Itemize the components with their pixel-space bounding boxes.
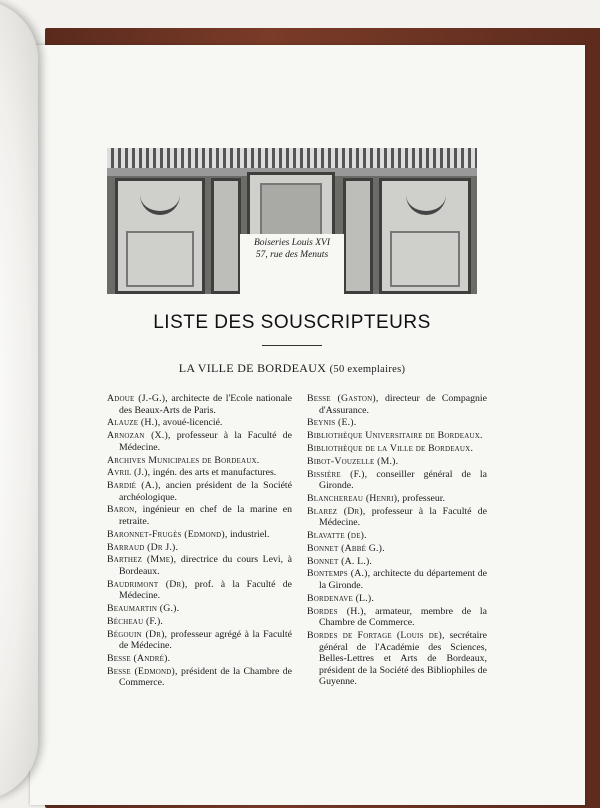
subscriber-description: prof. à la Faculté de Médecine.	[119, 578, 292, 602]
subscriber-name: Alauze (H.),	[107, 417, 161, 429]
subscriber-description: professeur à la Faculté de Médecine.	[319, 505, 487, 529]
subscriber-entry	[107, 616, 292, 628]
photo-caption	[240, 234, 344, 294]
subscriber-entry	[107, 529, 292, 541]
subscriber-name: Bordes de Fortage (Louis de),	[307, 629, 445, 641]
subscriber-name: Blavatte (de).	[307, 530, 367, 542]
subscriber-name: Bégouin (Dr),	[107, 628, 168, 640]
subscriber-description: architecte du département de la Gironde.	[319, 568, 487, 591]
subscriber-name: Baron,	[107, 504, 138, 516]
subscriber-entry	[307, 469, 487, 492]
subscriber-list-left	[107, 393, 292, 690]
subscriber-name: Bordes (H.),	[307, 605, 367, 617]
section-subtitle	[107, 361, 477, 376]
subscriber-entry	[307, 543, 487, 555]
subscriber-name: Bibliothèque de la Ville de Bordeaux.	[307, 442, 474, 454]
subscriber-entry	[307, 606, 487, 629]
photo-cornice	[107, 148, 477, 168]
subscriber-name: Besse (André).	[107, 653, 171, 665]
subscriber-description: professeur.	[399, 492, 445, 504]
subscriber-entry	[107, 467, 292, 479]
subscriber-entry	[307, 443, 487, 455]
photo-pilaster-right	[343, 178, 373, 294]
caption-line-1: Boiseries Louis XVI	[254, 238, 330, 248]
page-title: LISTE DES SOUSCRIPTEURS	[153, 312, 431, 333]
subscriber-entry	[307, 530, 487, 542]
subscriber-entry	[107, 666, 292, 689]
subscriber-entry	[307, 568, 487, 591]
subscriber-name: Adoue (J.-G.),	[107, 393, 168, 404]
subscriber-description: professeur agrégé à la Faculté de Médecine.	[119, 628, 292, 652]
subscriber-entry	[307, 506, 487, 529]
subscriber-description: armateur, membre de la Chambre de Commerce.	[319, 605, 487, 629]
subscriber-entry	[107, 629, 292, 652]
photo-garland	[406, 187, 446, 215]
subscriber-entry	[107, 455, 292, 467]
subscriber-description: ingénieur en chef de la marine en retraite.	[119, 504, 292, 528]
photo-trophy-carving	[260, 183, 322, 237]
photo-panel-inset	[390, 231, 460, 287]
photo-panel-left	[115, 178, 205, 294]
subscriber-entry	[107, 554, 292, 577]
subscriber-entry	[107, 393, 292, 416]
subscriber-entry	[307, 393, 487, 416]
caption-line-2: 57, rue des Menuts	[255, 250, 329, 260]
subscriber-name: Bordenave (L.).	[307, 592, 374, 604]
subscriber-description: secrétaire général de l'Académie des Sciences, Belles-Lettres et Arts de Bordeaux, président de la Société des Bibliophiles de Guyenne.	[319, 629, 487, 688]
subscriber-list-right	[307, 393, 487, 689]
subscriber-name: Bonnet (Abbé G.).	[307, 542, 385, 554]
subscriber-entry	[107, 480, 292, 503]
subscriber-name: Besse (Edmond),	[107, 665, 178, 677]
subscriber-entry	[107, 417, 292, 429]
subscriber-entry	[307, 593, 487, 605]
subscriber-entry	[307, 430, 487, 442]
subscriber-name: Avril (J.),	[107, 467, 151, 479]
photo-panel-right	[379, 178, 471, 294]
subscriber-entry	[107, 603, 292, 615]
subscriber-entry	[307, 417, 487, 429]
subscriber-description: professeur à la Faculté de Médecine.	[119, 430, 292, 453]
subscriber-description: ingén. des arts et manufactures.	[150, 467, 277, 479]
subscriber-name: Bonnet (A. L.).	[307, 555, 373, 567]
photo-garland	[140, 187, 180, 215]
subscriber-entry	[107, 504, 292, 527]
subscriber-description: directeur de Compagnie d'Assurance.	[319, 393, 487, 416]
subscriber-entry	[307, 556, 487, 568]
subtitle-note: (50 exemplaires)	[329, 364, 406, 375]
subscriber-name: Bécheau (F.).	[107, 615, 164, 627]
subscriber-description: conseiller général de la Gironde.	[319, 468, 487, 492]
subscriber-entry	[307, 630, 487, 688]
subscriber-name: Beaumartin (G.).	[107, 603, 180, 615]
subscriber-name: Blarez (Dr),	[307, 505, 366, 517]
subscriber-description: directrice du cours Levi, à Bordeaux.	[119, 554, 292, 577]
photo-panel-inset	[126, 231, 194, 287]
subscriber-description: avoué-licencié.	[160, 417, 223, 429]
subscriber-description: industriel.	[227, 528, 270, 540]
subscriber-entry	[307, 456, 487, 468]
subscriber-name: Beynis (E.).	[307, 417, 357, 429]
subscriber-name: Bardié (A.),	[107, 480, 161, 492]
subscriber-name: Arnozan (X.),	[107, 430, 171, 442]
facing-page-curl	[0, 0, 38, 800]
photo-pilaster-left	[211, 178, 241, 294]
subscriber-description: président de la Chambre de Commerce.	[119, 665, 292, 689]
title-rule	[262, 345, 322, 346]
subscriber-entry	[307, 493, 487, 505]
subscriber-name: Baudrimont (Dr),	[107, 578, 188, 590]
subscriber-entry	[107, 542, 292, 554]
subscriber-name: Barthez (Mme),	[107, 554, 177, 566]
subscriber-name: Besse (Gaston),	[307, 393, 379, 404]
subscriber-name: Blanchereau (Henri),	[307, 492, 400, 504]
subscriber-name: Archives Municipales de Bordeaux.	[107, 454, 260, 466]
subscriber-name: Bibliothèque Universitaire de Bordeaux.	[307, 430, 483, 442]
subscriber-entry	[107, 653, 292, 665]
subscriber-entry	[107, 430, 292, 453]
subscriber-name: Bissière (F.),	[307, 468, 368, 480]
subscriber-name: Bontemps (A.),	[307, 568, 371, 580]
subscriber-entry	[107, 579, 292, 602]
subscriber-name: Baronnet-Frugès (Edmond),	[107, 528, 228, 540]
subtitle-main: LA VILLE DE BORDEAUX	[178, 361, 327, 375]
subscriber-name: Bibot-Vouzelle (M.).	[307, 455, 399, 467]
subscriber-name: Barraud (Dr J.).	[107, 541, 179, 553]
subscriber-description: ancien président de la Société archéologique.	[119, 480, 292, 503]
subscriber-description: architecte de l'Ecole nationale des Beaux-Arts de Paris.	[119, 393, 292, 416]
